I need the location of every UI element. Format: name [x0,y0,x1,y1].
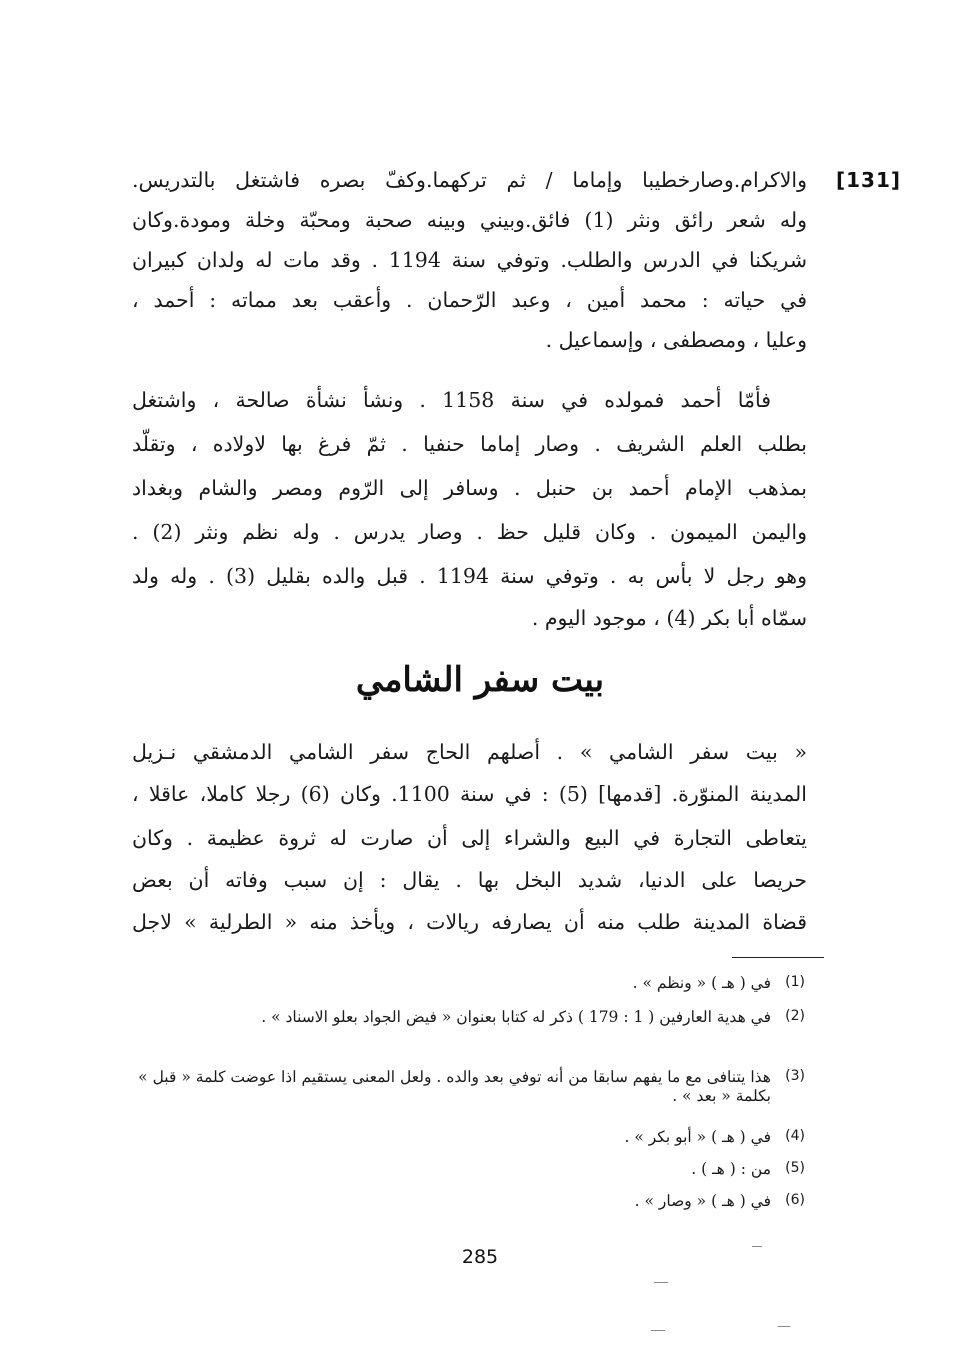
footnote-number: (6) [785,1192,805,1208]
scan-mark [778,1326,790,1327]
text-line: في حياته : محمد أمين ، وعبد الرّحمان . وأعقب بعد مماته : أحمد ، [132,288,807,312]
footnote-text: هذا يتنافى مع ما يفهم سابقا من أنه توفي بعد والده . ولعل المعنى يستقيم اذا عوضت كلمة « قبل » بكلمة « بعد » . [138,1068,771,1105]
footnote [130,974,805,993]
text-line: حريصا على الدنيا، شديد البخل بها . يقال : إن سبب وفاته أن بعض [132,868,807,892]
footnote [130,1192,805,1211]
footnote-text: في ( هـ ) « أبو بكر » . [624,1128,771,1146]
scan-mark [654,1282,668,1283]
text-line: قضاة المدينة طلب منه أن يصارفه ريالات ، ويأخذ منه « الطرلية » لاجل [132,910,807,934]
text-line: المدينة المنوّرة. [قدمها] (5) : في سنة 1100. وكان (6) رجلا كاملا، عاقلا ، [132,782,807,806]
page-number: 285 [461,1246,499,1268]
text-line: بمذهب الإمام أحمد بن حنبل . وسافر إلى الرّوم ومصر والشام وبغداد [132,476,807,500]
text-line: وعليا ، ومصطفى ، وإسماعيل . [545,328,807,352]
footnote [130,1128,805,1147]
text-line: شريكنا في الدرس والطلب. وتوفي سنة 1194 . وقد مات له ولدان كبيران [132,248,807,272]
footnote-number: (1) [785,974,805,990]
footnote-text: في ( هـ ) « وصار » . [634,1192,771,1210]
scan-mark [651,1330,665,1331]
text-line: يتعاطى التجارة في البيع والشراء إلى أن صارت له ثروة عظيمة . وكان [132,826,807,850]
paragraph-2 [132,388,807,633]
text-line: فأمّا أحمد فمولده في سنة 1158 . ونشأ نشأة صالحة ، واشتغل [132,388,771,412]
footnote-text: في ( هـ ) « ونظم » . [632,974,771,992]
footnote [130,1160,805,1179]
footnote-divider [732,957,824,958]
footnote-number: (4) [785,1128,805,1144]
footnote [130,1068,805,1106]
text-line: وهو رجل لا بأس به . وتوفي سنة 1194 . قبل والده بقليل (3) . وله ولد [132,564,808,588]
paragraph-3 [132,740,807,940]
text-line: سمّاه أبا بكر (4) ، موجود اليوم . [531,606,807,630]
text-line: بطلب العلم الشريف . وصار إماما حنفيا . ثمّ فرغ بها لاولاده ، وتقلّد [132,432,807,456]
folio-marker: [131] [836,168,902,192]
text-line: والاكرام.وصارخطيبا وإماما / ثم تركهما.وكفّ بصره فاشتغل بالتدريس. [132,168,807,192]
paragraph-1 [132,168,807,368]
text-line: وله شعر رائق ونثر (1) فائق.وبيني وبينه صحبة ومحبّة وخلة ومودة.وكان [132,208,808,232]
section-heading: بيت سفر الشامي [355,660,605,700]
footnote-number: (3) [785,1068,805,1084]
footnote-text: في هدية العارفين ( 1 : 179 ) ذكر له كتابا بعنوان « فيض الجواد بعلو الاسناد » . [261,1008,771,1026]
text-line: « بيت سفر الشامي » . أصلهم الحاج سفر الشامي الدمشقي نـزيل [132,740,807,764]
scan-mark [752,1246,762,1247]
footnote-text: من : ( هـ ) . [691,1160,771,1178]
text-line: واليمن الميمون . وكان قليل حظ . وصار يدرس . وله نظم ونثر (2) . [132,520,808,544]
footnote [130,1008,805,1027]
footnote-number: (5) [785,1160,805,1176]
footnote-number: (2) [785,1008,805,1024]
